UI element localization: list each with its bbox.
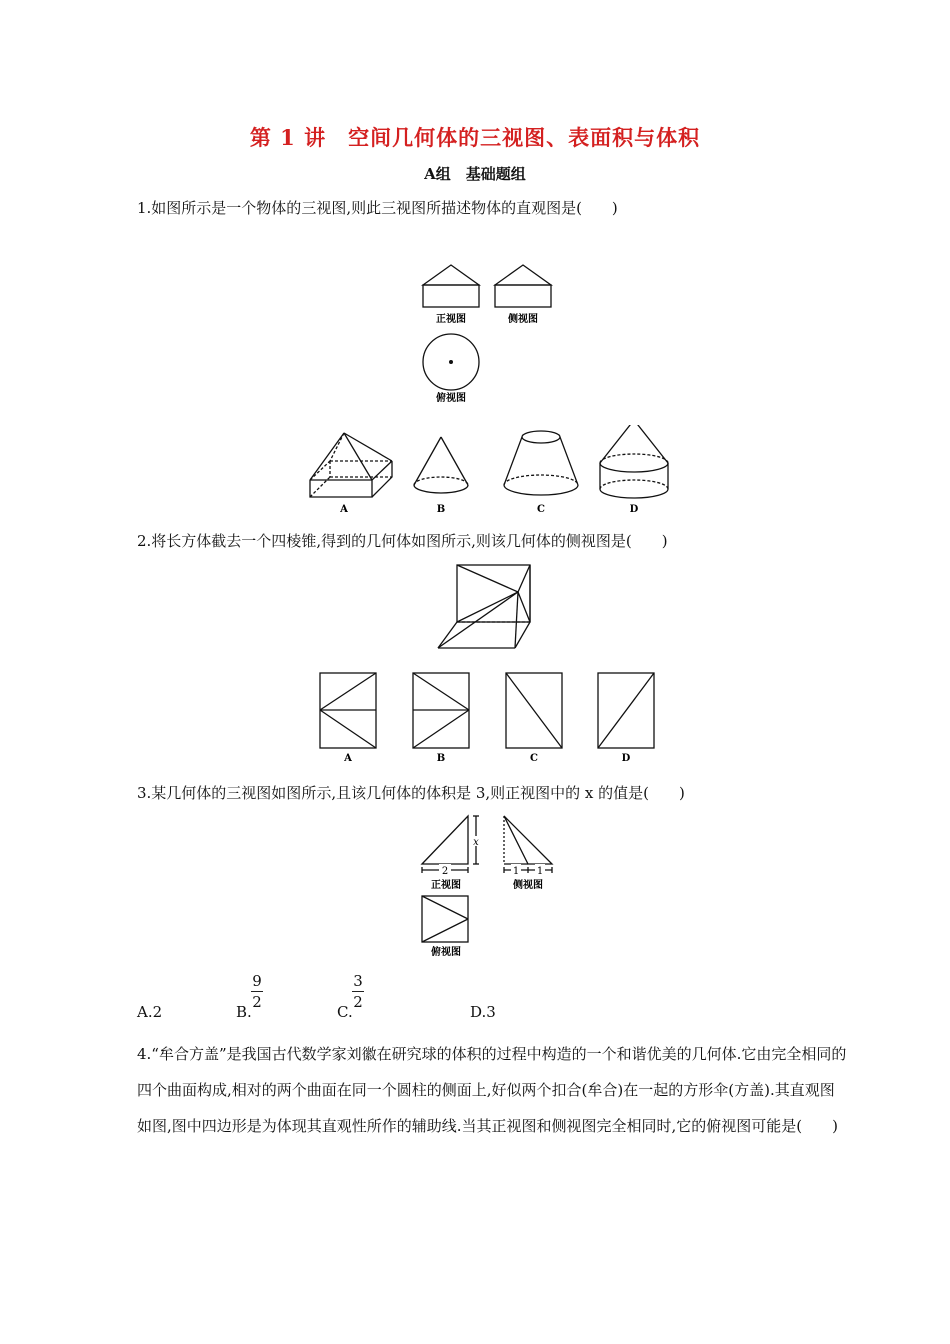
q1-side-base [495,285,551,307]
q3-top-label: 俯视图 [431,947,461,958]
q3-x-label: x [473,837,479,848]
q1-three-views [410,255,570,405]
q2-option-d-shape [598,673,654,748]
q3-side-dim-left: 1 [512,866,520,877]
q3-front-triangle [422,816,468,864]
q1-option-c-shape [504,431,578,495]
q3-choice-c-numerator: 3 [353,972,363,990]
q3-three-views [410,810,570,960]
q1-front-label: 正视图 [436,314,466,325]
q1-option-d-label: D [629,504,639,515]
q3-top-square [422,896,468,942]
q1-option-c-label: C [537,504,545,515]
q3-choice-c-prefix: C. [337,1003,353,1021]
page-title: 第 1 讲 空间几何体的三视图、表面积与体积 [249,125,701,150]
q1-option-a-shape [310,433,392,497]
question-3-text: 3.某几何体的三视图如图所示,且该几何体的体积是 3,则正视图中的 x 的值是( ) [137,784,685,802]
q2-solid-figure [430,560,540,655]
q1-front-roof [423,265,479,285]
q3-side-triangle [504,816,552,864]
question-2-text: 2.将长方体截去一个四棱锥,得到的几何体如图所示,则该几何体的侧视图是( ) [137,532,668,550]
q3-choice-c-denominator: 2 [353,993,363,1011]
q3-side-dim-right: 1 [536,866,544,877]
q1-top-center-dot [449,360,453,364]
q3-choice-c-fraction [351,972,365,1011]
q1-option-a-label: A [340,504,348,515]
group-heading: A组 基础题组 [424,165,526,183]
q3-choice-b-denominator: 2 [252,993,262,1011]
q2-option-b-label: B [436,753,446,764]
q1-front-base [423,285,479,307]
q2-option-a-shape [320,673,376,748]
q1-options-figure [300,425,680,520]
q3-side-label: 侧视图 [513,880,543,891]
q2-option-b-shape [413,673,469,748]
q1-option-b-shape [414,437,468,493]
question-1-text: 1.如图所示是一个物体的三视图,则此三视图所描述物体的直观图是( ) [137,199,618,217]
q2-option-d-label: D [621,753,631,764]
q1-option-b-label: B [436,504,446,515]
q1-top-label: 俯视图 [436,393,466,404]
q3-choice-a: A.2 [137,1003,163,1021]
q2-options-figure [310,665,670,767]
q3-choice-b-numerator: 9 [252,972,262,990]
q1-side-roof [495,265,551,285]
q3-choice-b-prefix: B. [236,1003,252,1021]
q3-choice-d: D.3 [470,1003,496,1021]
question-4-text: 4.“牟合方盖”是我国古代数学家刘徽在研究球的体积的过程中构造的一个和谐优美的几何体.它由完全相同的四个曲面构成,相对的两个曲面在同一个圆柱的侧面上,好似两个扣合(牟合)在一起的方形伞(方盖).其直观图如图,图中四边形是为体现其直观性所作的辅助线.当其正视图和侧视图完全相同时,它的俯视图可能是( ) [137,1045,847,1135]
q3-front-label: 正视图 [431,880,461,891]
q3-front-dim-label: 2 [441,866,449,877]
q2-option-c-shape [506,673,562,748]
q2-option-c-label: C [530,753,538,764]
q1-side-label: 侧视图 [508,314,538,325]
q3-choice-b-fraction [250,972,264,1011]
q2-option-a-label: A [344,753,352,764]
q1-option-d-shape [600,425,668,498]
